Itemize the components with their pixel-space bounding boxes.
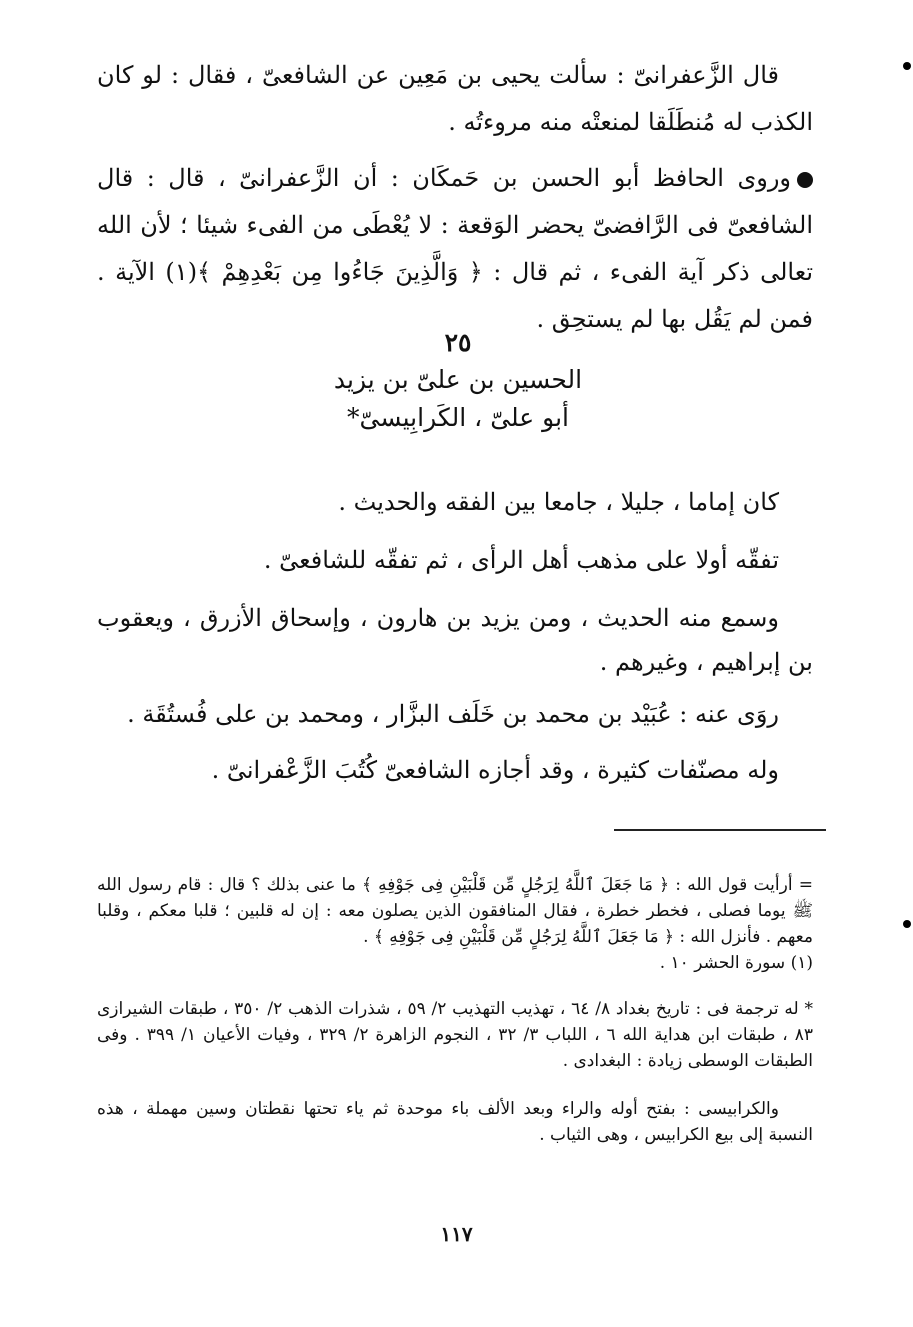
footnote-1: (١) سورة الحشر ١٠ . — [659, 953, 813, 973]
page-number: ١١٧ — [440, 1222, 473, 1246]
footnote-biography-sources: * له ترجمة فى : تاريخ بغداد ٨/ ٦٤ ، تهذيب التهذيب ٢/ ٥٩ ، شذرات الذهب ٢/ ٣٥٠ ، طبقات الشيرازى ٨٣ ، طبقات ابن هداية الله ٦ ، اللباب ٣/ ٣٢ ، النجوم الزاهرة ٢/ ٣٢٩ ، وفيات الأعيان ١/ ٣٩٩ . وفى الطبقات الوسطى زيادة : البغدادى . — [97, 999, 813, 1071]
bio-line-imam: كان إماما ، جليلا ، جامعا بين الفقه والحديث . — [338, 488, 779, 516]
footnote-divider — [614, 829, 826, 831]
bio-line-fiqh: تفقّه أولا على مذهب أهل الرأى ، ثم تفقّه للشافعىّ . — [263, 546, 779, 574]
footnote-continuation — [97, 872, 813, 976]
bio-line-works: وله مصنّفات كثيرة ، وقد أجازه الشافعىّ كُتُبَ الزَّعْفرانىّ . — [211, 756, 779, 784]
paragraph-hamkan-report — [97, 155, 813, 343]
margin-mark — [903, 62, 911, 70]
bio-line-teachers: وسمع منه الحديث ، ومن يزيد بن هارون ، وإسحاق الأزرق ، ويعقوب بن إبراهيم ، وغيرهم . — [97, 604, 813, 676]
paragraph-zafarani-quote: قال الزَّعفرانىّ : سألت يحيى بن مَعِين عن الشافعىّ ، فقال : لو كان الكذب له مُنطَلَقا لمنعتْه منه مروءتُه . — [97, 61, 813, 136]
entry-name: الحسين بن علىّ بن يزيد — [333, 365, 583, 394]
bio-line-students: روَى عنه : عُبَيْد بن محمد بن خَلَف البزَّار ، ومحمد بن على فُستُقَة . — [127, 700, 779, 728]
paragraph-hamkan-text: وروى الحافظ أبو الحسن بن حَمكَان : أن الزَّعفرانىّ ، قال : قال الشافعىّ فى الرَّافضىّ يحضر الوَقعة : لا يُعْطَى من الفىء شيئا ؛ لأن الله تعالى ذكر آية الفىء ، ثم قال : ﴿ وَالَّذِينَ جَاءُوا مِن بَعْدِهِمْ ﴾(١) الآية . فمن لم يَقُل بها لم يستحِق . — [97, 164, 814, 333]
bullet-icon — [797, 172, 813, 188]
margin-mark — [903, 920, 911, 928]
footnote-nisba: والكرابيسى : بفتح أوله والراء وبعد الألف باء موحدة ثم ياء تحتها نقطتان وسين مهملة ، هذه النسبة إلى بيع الكرابيس ، وهى الثياب . — [97, 1099, 813, 1145]
entry-kunya: أبو علىّ ، الكَرابِيسىّ* — [346, 403, 569, 432]
entry-number: ٢٥ — [444, 328, 472, 357]
footnote-continuation-text: = أرأيت قول الله : ﴿ مَا جَعَلَ ٱللَّهُ لِرَجُلٍ مِّن قَلْبَيْنِ فِى جَوْفِهِ ﴾ ما عنى بذلك ؟ قال : قام رسول الله ﷺ يوما فصلى ، فخطر خطرة ، فقال المنافقون الذين يصلون معه : إن له قلبين ؛ قلبا معكم ، وقلبا معهم . فأنزل الله : ﴿ مَا جَعَلَ ٱللَّهُ لِرَجُلٍ مِّن قَلْبَيْنِ فِى جَوْفِهِ ﴾ . — [97, 875, 813, 947]
